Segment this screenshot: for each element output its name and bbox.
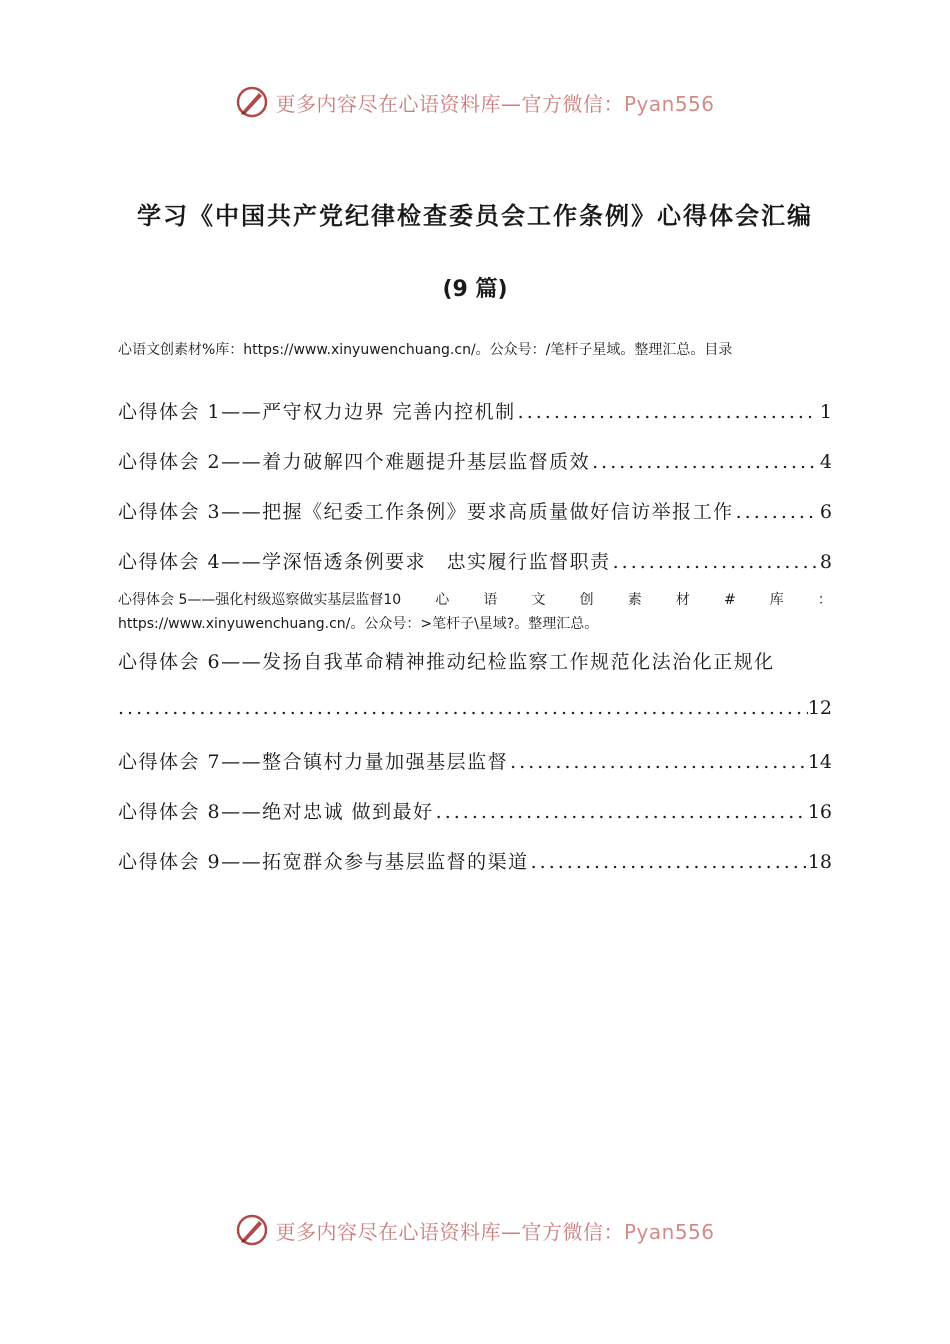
header-watermark-banner xyxy=(0,80,950,124)
toc-entry-8[interactable] xyxy=(118,797,832,827)
toc-entry-label: 心得体会 1——严守权力边界 完善内控机制 xyxy=(118,401,516,423)
quill-pen-logo-icon xyxy=(235,85,269,119)
toc-entry-label: 心得体会 3——把握《纪委工作条例》要求高质量做好信访举报工作 xyxy=(118,501,734,523)
toc-entry-label: 心得体会 7——整合镇村力量加强基层监督 xyxy=(118,751,509,773)
footer-watermark-banner xyxy=(0,1208,950,1252)
toc-page-number: 6 xyxy=(819,501,832,523)
toc-entry-label: 心得体会 4——学深悟透条例要求 忠实履行监督职责 xyxy=(118,551,611,573)
toc-entry-4[interactable] xyxy=(118,547,832,577)
toc-page-number: 14 xyxy=(807,751,832,773)
watermark-text: 更多内容尽在心语资料库—官方微信：Pyan556 xyxy=(275,91,715,116)
document-title: 学习《中国共产党纪律检查委员会工作条例》心得体会汇编 xyxy=(137,202,813,230)
document-subtitle: (9 篇) xyxy=(442,277,508,302)
wechat-id: Pyan556 xyxy=(623,1219,715,1244)
toc-leader-dots xyxy=(518,401,818,423)
toc-entry-5-line2: https://www.xinyuwenchuang.cn/。公众号：>笔杆子\星域?。整理汇总。 xyxy=(118,616,599,632)
toc-leader-dots xyxy=(531,851,806,873)
toc-leader-dots xyxy=(510,751,806,773)
wechat-id: Pyan556 xyxy=(623,91,715,116)
toc-page-number: 4 xyxy=(819,451,832,473)
watermark-text: 更多内容尽在心语资料库—官方微信：Pyan556 xyxy=(275,1219,715,1244)
source-note: 心语文创素材%库：https://www.xinyuwenchuang.cn/。公众号：/笔杆子星域。整理汇总。目录 xyxy=(118,342,733,358)
toc-page-number: 18 xyxy=(807,851,832,873)
toc-page-number: 8 xyxy=(819,551,832,573)
toc-entry-label: 心得体会 9——拓宽群众参与基层监督的渠道 xyxy=(118,851,529,873)
toc-leader-dots xyxy=(613,551,818,573)
toc-entry-5[interactable] xyxy=(118,588,832,636)
toc-entry-6[interactable]: 心得体会 6——发扬自我革命精神推动纪检监察工作规范化法治化正规化 xyxy=(118,651,775,673)
toc-entry-label: 心得体会 8——绝对忠诚 做到最好 xyxy=(118,801,434,823)
toc-entry-6-continuation[interactable] xyxy=(118,697,832,727)
quill-pen-logo-icon xyxy=(235,1213,269,1247)
toc-leader-dots xyxy=(436,801,806,823)
toc-page-number: 16 xyxy=(807,801,832,823)
toc-leader-dots xyxy=(736,501,818,523)
toc-leader-dots xyxy=(118,697,808,719)
toc-entry-label: 心得体会 5——强化村级巡察做实基层监督10 xyxy=(118,592,402,608)
toc-entry-7[interactable] xyxy=(118,747,832,777)
toc-page-number: 1 xyxy=(819,401,832,423)
toc-page-number: 12 xyxy=(807,697,832,719)
toc-entry-3[interactable] xyxy=(118,497,832,527)
toc-entry-2[interactable] xyxy=(118,447,832,477)
toc-entry-9[interactable] xyxy=(118,847,832,877)
toc-leader-dots xyxy=(592,451,818,473)
toc-entry-5-line1: 心得体会 5——强化村级巡察做实基层监督10 心 语 文 创 素 材 # 库 ： xyxy=(118,588,832,612)
toc-entry-1[interactable] xyxy=(118,397,832,427)
toc-entry-label: 心得体会 2——着力破解四个难题提升基层监督质效 xyxy=(118,451,591,473)
